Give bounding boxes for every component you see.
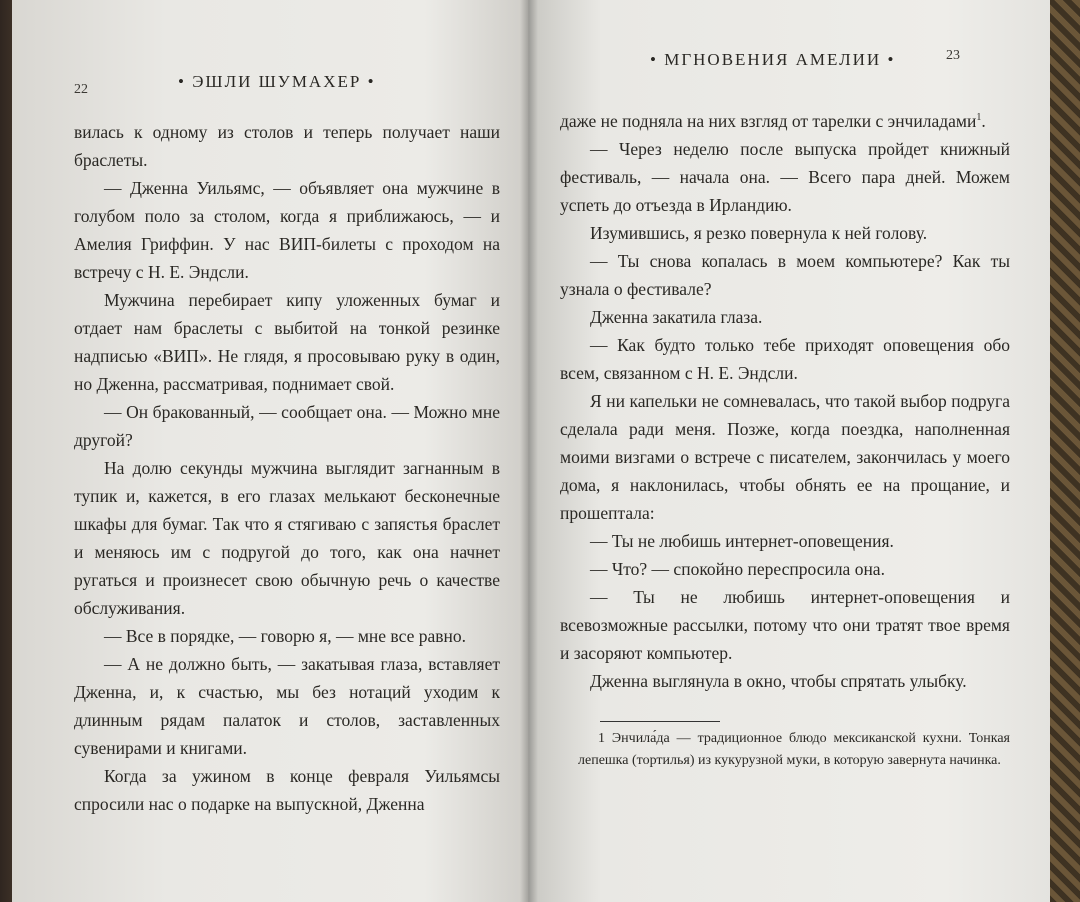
footnote: 1 Энчила́да — традиционное блюдо мексиканской кухни. Тонкая лепешка (тортилья) из кукурузной муки, в которую завернута начинка. <box>578 730 1010 768</box>
paragraph: — Ты не любишь интернет-оповещения и всевозможные рассылки, потому что они тратят твое время и засоряют компьютер. <box>560 586 1010 663</box>
left-running-head: • ЭШЛИ ШУМАХЕР • <box>178 72 376 91</box>
paragraph-text-end: . <box>981 110 986 131</box>
paragraph: На долю секунды мужчина выглядит загнанным в тупик и, кажется, в его глазах мелькают бесконечные шкафы для бумаг. Так что я стягиваю с запястья браслет и меняюсь им с подругой до того, как она начнет ругаться и произнесет свою обычную речь о качестве обслуживания. <box>74 458 500 618</box>
right-page <box>528 0 1050 902</box>
right-running-head: • МГНОВЕНИЯ АМЕЛИИ • <box>650 50 896 69</box>
paragraph: вилась к одному из столов и теперь получает наши браслеты. <box>74 122 500 170</box>
paragraph <box>560 104 1010 135</box>
paragraph: Я ни капельки не сомневалась, что такой выбор подруга сделала ради меня. Позже, когда поездка, наполненная моими визгами о встрече с писателем, закончилась у моего дома, я наклонилась, чтобы обнять ее на прощание, и прошептала: <box>560 390 1010 523</box>
left-page-number: 22 <box>74 82 88 97</box>
paragraph: — Как будто только тебе приходят оповещения обо всем, связанном с Н. Е. Эндсли. <box>560 334 1010 383</box>
paragraph: — Он бракованный, — сообщает она. — Можно мне другой? <box>74 402 500 450</box>
paragraph: — Дженна Уильямс, — объявляет она мужчине в голубом поло за столом, когда я приближаюсь, — и Амелия Гриффин. У нас ВИП-билеты с проходом на встречу с Н. Е. Эндсли. <box>74 178 500 282</box>
paragraph: Дженна закатила глаза. <box>590 306 763 327</box>
book-gutter <box>520 0 538 902</box>
left-page-text <box>74 118 500 818</box>
paragraph: — Все в порядке, — говорю я, — мне все равно. <box>104 626 466 646</box>
paragraph: — Что? — спокойно переспросила она. <box>590 558 885 579</box>
footnote-divider <box>600 721 720 722</box>
paragraph: — Ты не любишь интернет-оповещения. <box>590 530 894 551</box>
paragraph: Когда за ужином в конце февраля Уильямсы спросили нас о подарке на выпускной, Дженна <box>74 766 500 814</box>
right-page-header <box>560 40 1010 80</box>
left-page <box>12 0 528 902</box>
paragraph: — Ты снова копалась в моем компьютере? Как ты узнала о фестивале? <box>560 250 1010 299</box>
paragraph: Дженна выглянула в окно, чтобы спрятать улыбку. <box>590 670 967 691</box>
paragraph: Изумившись, я резко повернула к ней голову. <box>590 222 928 243</box>
paragraph: — А не должно быть, — закатывая глаза, вставляет Дженна, и, к счастью, мы без нотаций уходим к длинным рядам палаток и столов, заставленных сувенирами и книгами. <box>74 654 500 758</box>
paragraph-text: даже не подняла на них взгляд от тарелки с энчиладами <box>560 110 977 131</box>
right-page-text <box>560 104 1010 695</box>
left-page-header <box>74 72 500 118</box>
footnote-marker: 1 <box>976 112 982 123</box>
paragraph: — Через неделю после выпуска пройдет книжный фестиваль, — начала она. — Всего пара дней. Можем успеть до отъезда в Ирландию. <box>560 138 1010 215</box>
right-page-number: 23 <box>946 48 960 63</box>
paragraph: Мужчина перебирает кипу уложенных бумаг и отдает нам браслеты с выбитой на тонкой резинке надписью «ВИП». Не глядя, я просовываю руку в один, но Дженна, рассматривая, поднимает свой. <box>74 290 500 394</box>
